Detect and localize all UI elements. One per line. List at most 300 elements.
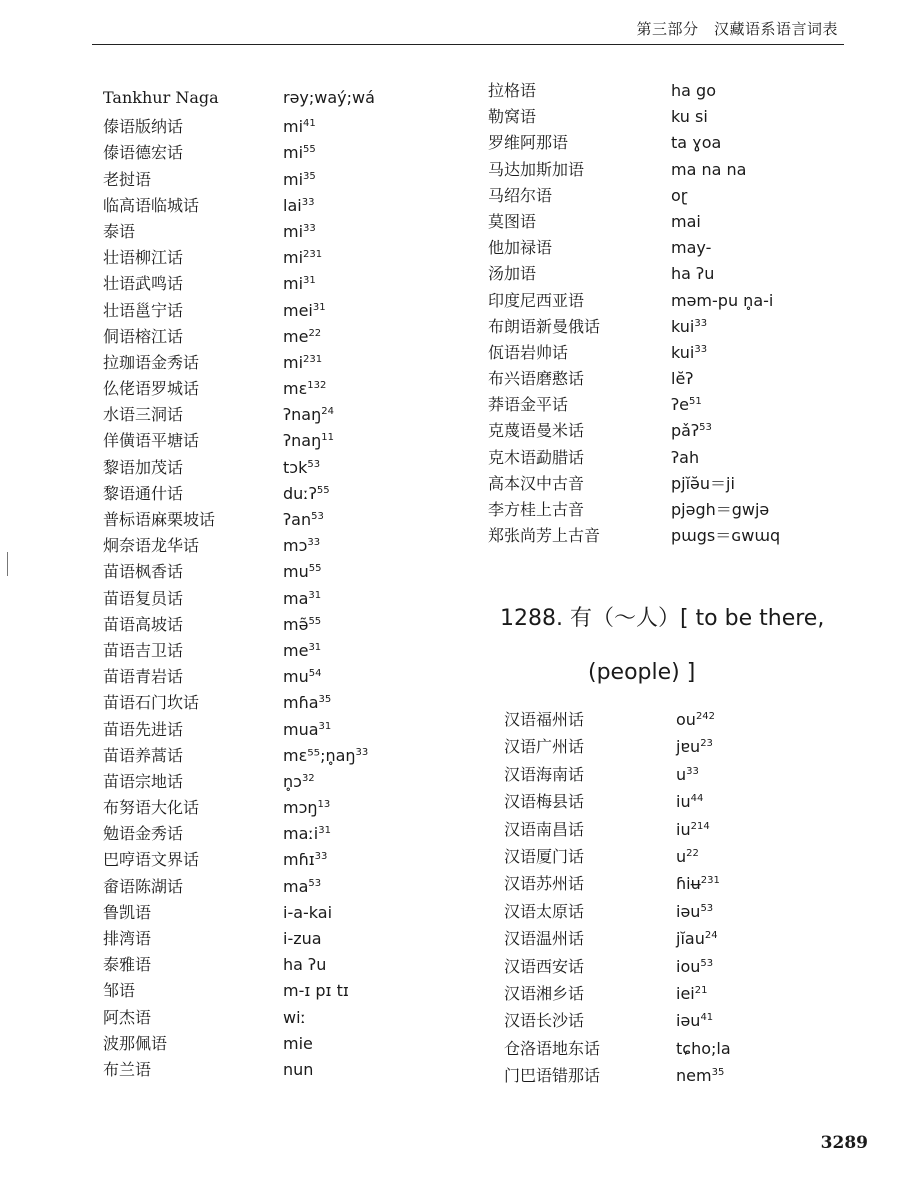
- word-form: [671, 369, 693, 388]
- word-entry-row: [488, 157, 818, 183]
- word-form: [676, 902, 713, 921]
- language-name: 汉语太原话: [504, 901, 585, 921]
- language-name: 汉语梅县话: [504, 792, 585, 812]
- word-form-base: ʔnaŋ: [283, 431, 322, 451]
- word-entry-row: [103, 167, 443, 193]
- word-entry-row: [488, 497, 818, 523]
- word-form: [283, 720, 331, 739]
- word-form: [671, 107, 708, 126]
- tone-superscript: 41: [700, 1012, 714, 1024]
- language-name: 壮语柳江话: [103, 248, 184, 268]
- tone-superscript: 13: [317, 799, 331, 811]
- word-form-base: jɐu: [676, 737, 701, 757]
- word-form-base: mua: [283, 719, 319, 739]
- right-column-bottom: [504, 707, 834, 1090]
- word-form: [283, 589, 321, 608]
- word-entry-row: [103, 533, 443, 559]
- language-name: 傣语德宏话: [103, 143, 184, 163]
- word-form-base: pjĭə̆u＝ji: [671, 473, 735, 493]
- tone-superscript: 33: [314, 851, 328, 863]
- word-form-base: mi: [283, 117, 304, 137]
- word-form: [283, 196, 314, 215]
- word-form: [283, 562, 321, 581]
- left-column: [103, 88, 443, 1083]
- word-form: [283, 1034, 313, 1053]
- language-name: 布努语大化话: [103, 798, 200, 818]
- word-form: [283, 693, 331, 712]
- word-form: [283, 353, 322, 372]
- language-name: 拉格语: [488, 81, 537, 100]
- word-form: [283, 117, 316, 136]
- word-form: [671, 471, 735, 494]
- tone-superscript: 53: [700, 902, 714, 914]
- tone-superscript: 32: [301, 772, 315, 784]
- language-name: 苗语高坡话: [103, 614, 184, 634]
- word-form-base: ha ʔu: [671, 264, 715, 284]
- word-entry-row: [504, 707, 834, 734]
- word-form-base: ou: [676, 710, 696, 729]
- language-name: 莫图语: [488, 211, 537, 231]
- word-entry-row: [504, 734, 834, 761]
- word-entry-row: [103, 193, 443, 219]
- word-form-base: mai: [671, 211, 701, 231]
- word-form: [283, 903, 332, 922]
- tone-superscript: 41: [303, 118, 316, 130]
- language-name: 黎语通什话: [103, 483, 184, 503]
- word-form-base: ʔah: [671, 447, 700, 467]
- word-entry-row: [103, 559, 443, 585]
- word-entry-row: [103, 219, 443, 245]
- tone-superscript: 53: [311, 511, 324, 522]
- word-form-base: mie: [283, 1033, 313, 1053]
- word-form: [671, 317, 707, 336]
- language-name: 壮语武鸣话: [103, 274, 184, 294]
- word-form: [671, 264, 714, 283]
- word-form: [676, 957, 713, 976]
- word-entry-row: [103, 821, 443, 847]
- word-form: [283, 248, 322, 267]
- word-entry-row: [103, 795, 443, 821]
- word-form-base: jĭau: [676, 929, 705, 949]
- word-form: [676, 874, 720, 893]
- tone-superscript: 51: [689, 396, 702, 408]
- word-entry-row: [103, 140, 443, 166]
- word-form-base: rəy;waý;wá: [283, 88, 375, 107]
- language-name: 黎语加茂话: [103, 457, 184, 477]
- word-form: [676, 765, 699, 784]
- tone-superscript: 53: [700, 957, 714, 969]
- word-entry-row: [103, 1005, 443, 1031]
- word-form: [283, 379, 326, 398]
- word-entry-row: [504, 1063, 834, 1090]
- word-entry-row: [504, 844, 834, 871]
- word-entry-row: [103, 455, 443, 481]
- language-name: 布兴语磨憨话: [488, 369, 585, 389]
- tone-superscript: 21: [694, 984, 708, 996]
- running-header: 第三部分 汉藏语系语言词表: [636, 20, 838, 38]
- tone-superscript: 31: [303, 275, 316, 287]
- language-name: 波那佩语: [103, 1033, 168, 1053]
- word-entry-row: [504, 1036, 834, 1063]
- word-entry-row: [488, 235, 818, 261]
- tone-superscript: 24: [704, 930, 718, 942]
- tone-superscript: 31: [312, 301, 326, 313]
- word-entry-row: [103, 978, 443, 1004]
- word-entry-row: [103, 769, 443, 795]
- tone-superscript: 33: [303, 222, 316, 234]
- word-entry-row: [488, 418, 818, 444]
- language-name: 邹语: [103, 981, 136, 1001]
- word-form-base: mi: [283, 143, 304, 163]
- word-form: [671, 448, 699, 467]
- word-entry-row: [103, 664, 443, 690]
- tone-superscript: 55: [308, 615, 322, 627]
- language-name: 苗语青岩话: [103, 667, 184, 687]
- word-form-base: n̥ɔ: [283, 771, 302, 791]
- word-entry-row: [488, 523, 818, 549]
- word-form: [283, 405, 334, 424]
- language-name: 水语三洞话: [103, 405, 184, 425]
- word-entry-row: [488, 261, 818, 287]
- word-entry-row: [504, 817, 834, 844]
- word-entry-row: [103, 324, 443, 350]
- word-form: [676, 984, 707, 1003]
- word-entry-row: [103, 402, 443, 428]
- language-name: 汉语南昌话: [504, 819, 585, 839]
- word-entry-row: [103, 298, 443, 324]
- language-name: 汉语海南话: [504, 764, 585, 784]
- language-name: 汤加语: [488, 264, 537, 284]
- language-name: 汉语西安话: [504, 956, 585, 976]
- tone-superscript: 31: [318, 720, 332, 732]
- word-form: [283, 143, 316, 162]
- language-name: 壮语邕宁话: [103, 300, 184, 320]
- word-form-base: mi: [283, 274, 304, 294]
- word-entry-row: [103, 271, 443, 297]
- margin-mark: [7, 552, 8, 576]
- header-rule: [92, 44, 844, 45]
- word-entry-row: [103, 717, 443, 743]
- word-entry-row: [103, 743, 443, 769]
- word-form-base: iu: [676, 792, 691, 812]
- tone-superscript: 31: [308, 589, 322, 601]
- word-entry-row: [103, 586, 443, 612]
- language-name: 泰语: [103, 221, 136, 241]
- word-form-base: mei: [283, 300, 313, 320]
- word-form: [671, 497, 769, 520]
- word-form: [283, 850, 327, 869]
- language-name: 临高语临城话: [103, 195, 200, 215]
- language-name: 高本汉中古音: [488, 473, 585, 493]
- word-entry-row: [504, 954, 834, 981]
- word-form: [671, 291, 773, 310]
- language-name: 苗语枫香话: [103, 562, 184, 582]
- language-name: 门巴语错那话: [504, 1066, 601, 1086]
- word-form: [283, 510, 324, 529]
- word-form: [283, 667, 321, 686]
- word-form-base: ha go: [671, 81, 716, 100]
- word-form-base: i-a-kai: [283, 902, 333, 922]
- tone-superscript: 22: [308, 327, 322, 339]
- language-name: 傣语版纳话: [103, 117, 184, 137]
- word-entry-row: [103, 638, 443, 664]
- entry-heading-line2: (people) ]: [588, 660, 696, 685]
- word-form-base: ha ʔu: [283, 955, 327, 975]
- word-form: [676, 847, 699, 866]
- word-form-base: nem: [676, 1066, 712, 1086]
- tone-superscript: 242: [695, 711, 716, 722]
- word-form-base: pɯgs＝ɢwɯq: [671, 526, 781, 546]
- tone-superscript: 33: [301, 196, 315, 208]
- word-entry-row: [504, 871, 834, 898]
- word-form-base: tɔk: [283, 457, 308, 477]
- word-form: [671, 81, 716, 100]
- tone-superscript: 33: [686, 765, 699, 777]
- word-entry-row: [488, 209, 818, 235]
- word-form-base: mɔŋ: [283, 798, 318, 818]
- tone-superscript: 33: [694, 317, 708, 329]
- language-name: 老挝语: [103, 169, 152, 189]
- word-form: [676, 737, 713, 756]
- language-name: 苗语宗地话: [103, 771, 184, 791]
- language-name: 汉语长沙话: [504, 1011, 585, 1031]
- language-name: 畲语陈湖话: [103, 876, 184, 896]
- word-form-base: kui: [671, 316, 695, 336]
- language-name: 他加禄语: [488, 238, 553, 258]
- word-form: [676, 710, 715, 729]
- word-form: [671, 133, 721, 152]
- tone-superscript: 132: [307, 380, 327, 392]
- word-form-base: ku si: [671, 107, 708, 127]
- word-form: [283, 484, 330, 503]
- word-form-base: me: [283, 326, 309, 346]
- tone-superscript: 23: [700, 738, 713, 750]
- tone-superscript: 31: [308, 641, 322, 653]
- language-name: 拉珈语金秀话: [103, 352, 200, 372]
- word-form-base: ma na na: [671, 159, 747, 179]
- language-name: 佤语岩帅话: [488, 342, 569, 362]
- word-form-base: mi: [283, 352, 304, 372]
- tone-superscript: 214: [690, 820, 710, 832]
- tone-superscript: 53: [307, 458, 321, 470]
- tone-superscript: 55: [316, 484, 330, 496]
- word-form-base: iəu: [676, 1011, 701, 1031]
- word-entry-row: [504, 926, 834, 953]
- word-form-base: mɛ: [283, 379, 308, 399]
- word-form-base: iu: [676, 819, 691, 839]
- word-entry-row: [103, 690, 443, 716]
- tone-superscript: 231: [700, 875, 720, 887]
- tone-superscript: 231: [303, 249, 323, 261]
- word-form: [671, 523, 780, 546]
- language-name: 克木语勐腊话: [488, 447, 585, 467]
- word-entry-row: [504, 981, 834, 1008]
- word-form: [283, 222, 316, 241]
- word-form: [676, 792, 703, 811]
- language-name: 苗语先进话: [103, 719, 184, 739]
- word-form-base: mi: [283, 221, 304, 241]
- word-form: [283, 170, 316, 189]
- word-form-base: mɦɪ: [283, 850, 315, 870]
- word-form: [283, 981, 349, 1000]
- language-name: 阿杰语: [103, 1007, 152, 1027]
- word-entry-row: [103, 245, 443, 271]
- word-form: [283, 458, 320, 477]
- language-name: 马绍尔语: [488, 185, 553, 205]
- tone-superscript: 11: [321, 432, 334, 444]
- word-form-base: ʔnaŋ: [283, 405, 322, 425]
- language-name: 泰雅语: [103, 955, 152, 975]
- language-name: 巴哼语文界话: [103, 850, 200, 870]
- tone-superscript: 33: [355, 746, 369, 758]
- word-form-base: m-ɪ pɪ tɪ: [283, 981, 349, 1001]
- word-form-base: maːi: [283, 824, 319, 844]
- word-entry-row: [504, 1008, 834, 1035]
- word-form-base: i-zua: [283, 929, 322, 948]
- tone-superscript: 35: [318, 694, 332, 706]
- tone-superscript: 31: [318, 825, 331, 837]
- entry-heading: [500, 608, 845, 684]
- word-form-base: ma: [283, 876, 309, 896]
- word-form: [283, 746, 368, 765]
- tone-superscript: 54: [308, 668, 322, 680]
- word-form: [671, 238, 711, 257]
- language-name: 苗语养蒿话: [103, 745, 184, 765]
- word-entry-row: [103, 507, 443, 533]
- word-form-base: ʔe: [671, 395, 690, 415]
- language-name: 侗语榕江话: [103, 326, 184, 346]
- word-entry-row: [103, 900, 443, 926]
- word-form: [283, 1008, 306, 1027]
- word-form-base: mi: [283, 169, 304, 189]
- word-entry-row: [488, 288, 818, 314]
- language-name: 汉语广州话: [504, 737, 585, 757]
- language-name: 布朗语新曼俄话: [488, 316, 601, 336]
- language-name: 仫佬语罗城话: [103, 379, 200, 399]
- entry-heading-line1: 1288. 有（～人）[ to be there,: [500, 606, 825, 631]
- word-entry-row: [103, 1057, 443, 1083]
- word-form: [671, 395, 702, 414]
- word-entry-row: [488, 78, 818, 104]
- language-name: Tankhur Naga: [103, 88, 219, 107]
- word-form: [283, 274, 316, 293]
- word-entry-row: [103, 88, 443, 114]
- page-number: 3289: [820, 1133, 868, 1153]
- language-name: 排湾语: [103, 929, 152, 948]
- word-entry-row: [488, 183, 818, 209]
- word-form: [676, 929, 718, 948]
- word-form: [283, 327, 321, 346]
- word-form-base: mɔ: [283, 536, 308, 556]
- word-form: [283, 955, 326, 974]
- word-entry-row: [103, 612, 443, 638]
- word-form: [283, 1060, 313, 1079]
- language-name: 汉语苏州话: [504, 874, 585, 894]
- language-name: 马达加斯加语: [488, 159, 585, 179]
- language-name: 普标语麻栗坡话: [103, 510, 216, 529]
- language-name: 苗语复员话: [103, 588, 184, 608]
- word-form: [676, 820, 710, 839]
- word-form-base: ta ɣoa: [671, 133, 722, 153]
- word-entry-row: [488, 104, 818, 130]
- word-form-base: u: [676, 764, 687, 784]
- word-form-base: mu: [283, 667, 309, 687]
- word-entry-row: [488, 471, 818, 497]
- word-form-base: iei: [676, 983, 695, 1003]
- tone-superscript: 35: [303, 170, 316, 182]
- word-entry-row: [103, 1031, 443, 1057]
- word-form-base: pjəgh＝gwjə: [671, 500, 770, 519]
- word-form: [283, 615, 321, 634]
- word-form: [283, 824, 331, 843]
- language-name: 印度尼西亚语: [488, 290, 585, 310]
- tone-superscript: 24: [321, 406, 334, 418]
- word-entry-row: [103, 376, 443, 402]
- right-column-top: [488, 78, 818, 549]
- word-form-base: lai: [283, 195, 302, 215]
- word-form: [283, 431, 334, 450]
- language-name: 勒窝语: [488, 107, 537, 127]
- tone-superscript: 53: [699, 422, 712, 434]
- word-form: [283, 798, 330, 817]
- tone-superscript: 44: [690, 793, 704, 805]
- word-form: [671, 212, 701, 231]
- word-form-base: may-: [671, 238, 712, 258]
- word-form: [671, 186, 687, 205]
- tone-superscript: 35: [711, 1067, 725, 1079]
- word-entry-row: [504, 789, 834, 816]
- tone-superscript: 55: [303, 144, 316, 156]
- word-entry-row: [488, 392, 818, 418]
- word-entry-row: [103, 114, 443, 140]
- word-form-base: u: [676, 846, 687, 866]
- word-entry-row: [488, 445, 818, 471]
- language-name: 克蔑语曼米话: [488, 421, 585, 441]
- tone-superscript: 33: [694, 343, 708, 355]
- word-form-base: tɕho;la: [676, 1038, 731, 1058]
- word-entry-row: [488, 314, 818, 340]
- word-form: [283, 929, 322, 948]
- word-entry-row: [488, 340, 818, 366]
- language-name: 苗语石门坎话: [103, 693, 200, 713]
- word-form-base: lĕʔ: [671, 369, 694, 389]
- word-form: [283, 301, 326, 320]
- word-form-base: mɛ⁵⁵;n̥aŋ: [283, 745, 356, 765]
- language-name: 汉语温州话: [504, 929, 585, 949]
- language-name: 汉语湘乡话: [504, 983, 585, 1003]
- language-name: 苗语吉卫话: [103, 640, 184, 660]
- language-name: 佯僙语平塘话: [103, 431, 200, 451]
- word-entry-row: [103, 428, 443, 454]
- language-name: 郑张尚芳上古音: [488, 526, 601, 546]
- word-form-base: ɦiʉ: [676, 874, 701, 894]
- word-entry-row: [504, 899, 834, 926]
- word-entry-row: [103, 481, 443, 507]
- word-form-base: me: [283, 640, 309, 660]
- word-entry-row: [488, 130, 818, 156]
- word-entry-row: [488, 366, 818, 392]
- tone-superscript: 55: [308, 563, 322, 575]
- language-name: 炯奈语龙华话: [103, 536, 200, 556]
- word-form-base: ma: [283, 588, 309, 608]
- word-form-base: mə̃: [283, 614, 309, 634]
- word-form-base: mu: [283, 562, 309, 582]
- language-name: 鲁凯语: [103, 902, 152, 922]
- word-entry-row: [103, 952, 443, 978]
- language-name: 莽语金平话: [488, 395, 569, 415]
- word-entry-row: [103, 874, 443, 900]
- word-form-base: məm-pu n̥a-i: [671, 290, 774, 310]
